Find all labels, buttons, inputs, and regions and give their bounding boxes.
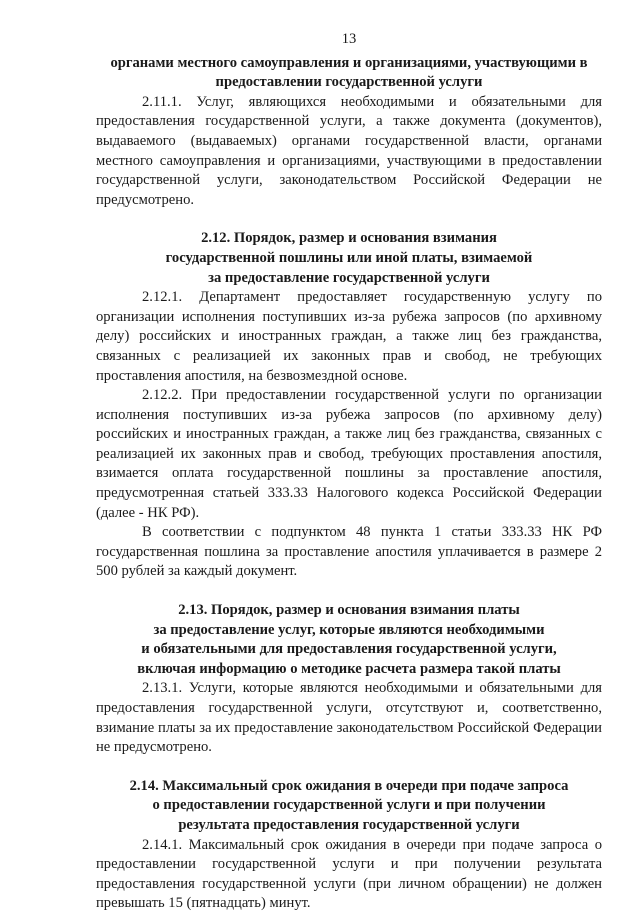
heading-2-14 [96,777,602,836]
heading-2-12 [96,229,602,288]
paragraph-2-13-1: 2.13.1. Услуги, которые являются необходимыми и обязательными для предоставления государственной услуги, отсутствуют и, соответственно, взимание платы за их предоставление законодательством Российской Федерации не предусмотрено. [96,680,602,756]
heading-line: государственной пошлины или иной платы, взимаемой [165,249,533,266]
paragraph-2-12-2: 2.12.2. При предоставлении государственной услуги по организации исполнения поступивших из-за рубежа запросов (по архивному делу) российских и иностранных граждан, а также лиц без гражданства, связанных с реализацией их законных прав и свобод, требующих проставления апостиля, взимается оплата государственной пошлины за проставление апостиля, предусмотренная статьей 333.33 Налогового кодекса Российской Федерации (далее - НК РФ). [96,387,602,521]
heading-2-11-continuation [96,54,602,93]
section-gap [96,758,602,777]
section-gap [96,582,602,601]
heading-line: органами местного самоуправления и организациями, участвующими в [110,54,588,71]
page-number: 13 [341,31,357,47]
paragraph-2-12-fee: В соответствии с подпунктом 48 пункта 1 статьи 333.33 НК РФ государственная пошлина за проставление апостиля уплачивается в размере 2 500 рублей за каждый документ. [96,524,602,580]
heading-line: о предоставлении государственной услуги и при получении [152,797,546,814]
heading-2-13 [96,601,602,679]
section-gap [96,210,602,229]
heading-line: 2.13. Порядок, размер и основания взимания платы [178,602,520,619]
heading-line: за предоставление услуг, которые являются необходимыми [153,621,545,638]
heading-line: предоставлении государственной услуги [215,74,483,91]
paragraph-2-12-1: 2.12.1. Департамент предоставляет государственную услугу по организации исполнения поступивших из-за рубежа запросов (по архивному делу) российских и иностранных граждан, а также лиц без гражданства, связанных с реализацией их законных прав и свобод, не требующих проставления апостиля, на безвозмездной основе. [96,289,602,384]
document-page [96,30,602,914]
heading-line: и обязательными для предоставления государственной услуги, [141,641,557,658]
heading-line: включая информацию о методике расчета размера такой платы [137,660,561,677]
paragraph-2-11-1: 2.11.1. Услуг, являющихся необходимыми и обязательными для предоставления государственной услуги, а также документа (документов), выдаваемого (выдаваемых) органами государственной власти, органами местного самоуправления и организациями, участвующими в предоставлении государственной услуги, законодательством Российской Федерации не предусмотрено. [96,93,602,208]
heading-line: 2.12. Порядок, размер и основания взимания [201,230,497,247]
paragraph-2-14-1: 2.14.1. Максимальный срок ожидания в очереди при подаче запроса о предоставлении государственной услуги и при получении результата предоставления государственной услуги (при личном обращении) не должен превышать 15 (пятнадцать) минут. [96,836,602,912]
heading-line: за предоставление государственной услуги [208,269,490,286]
heading-line: результата предоставления государственной услуги [178,816,520,833]
heading-line: 2.14. Максимальный срок ожидания в очереди при подаче запроса [129,777,569,794]
